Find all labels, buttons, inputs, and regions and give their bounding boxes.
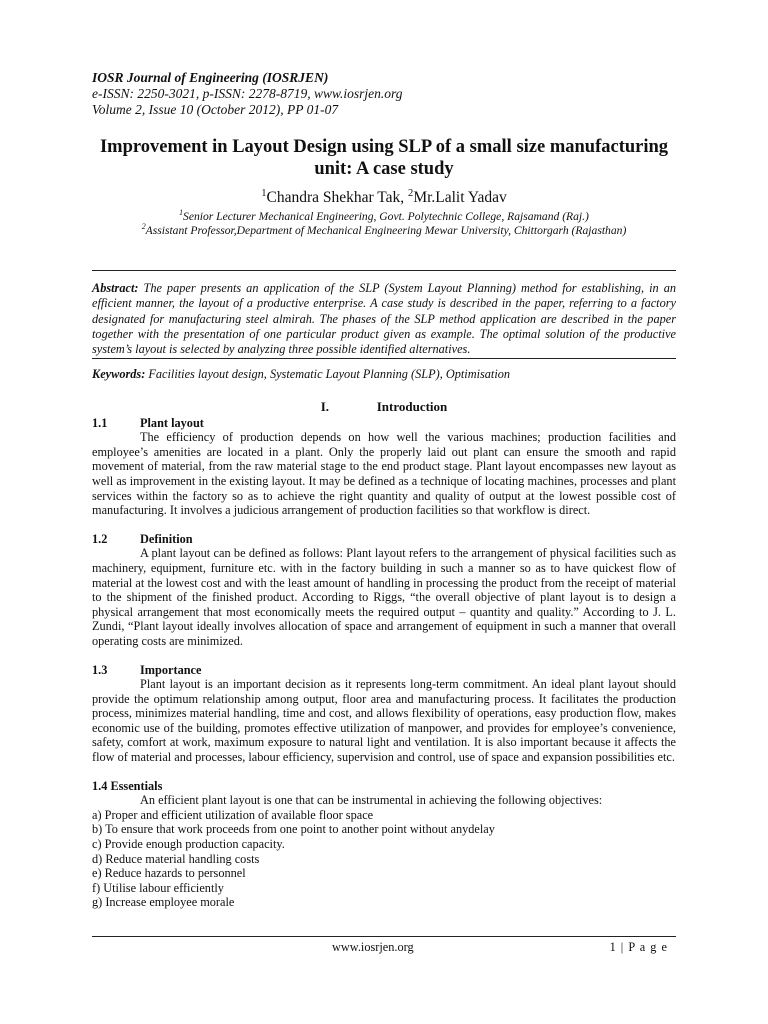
paragraph-plant-layout: The efficiency of production depends on how well the various machines; production facilities and employee’s amenities are located in a plant. Only the properly laid out plant can ensure the smooth and rapid movement of material, from the raw material stage to the end product stage. Plant layout encompasses new layout as well as improvement in the existing layout. It may be defined as a technique of locating machines, processes and plant services within the factory so as to achieve the right quantity and quality of output at the lowest possible cost of manufacturing. It involves a judicious arrangement of production facilities so that workflow is direct. (92, 430, 676, 518)
list-item: g) Increase employee morale (92, 895, 235, 910)
paragraph-importance: Plant layout is an important decision as it represents long-term commitment. An ideal plant layout should provide the optimum relationship among output, floor area and manufacturing process. It facilitates the production process, minimizes material handling, time and cost, and allows flexibility of operations, easy production flow, makes economic use of the building, promotes effective utilization of manpower, and provides for employee’s convenience, safety, comfort at work, maximum exposure to natural light and ventilation. It is also important because it affects the flow of material and processes, labour efficiency, supervision and control, use of space and expansion possibilities etc. (92, 677, 676, 765)
objectives-list (92, 808, 676, 910)
footer-website: www.iosrjen.org (332, 940, 414, 954)
affiliation-2 (80, 224, 688, 238)
affiliations (80, 210, 688, 238)
subsection-heading-1-1 (92, 416, 676, 431)
subsection-title: Importance (140, 662, 202, 677)
body-text (92, 400, 676, 910)
subsection-title: Plant layout (140, 415, 204, 430)
list-item: d) Reduce material handling costs (92, 851, 260, 866)
list-item: e) Reduce hazards to personnel (92, 866, 246, 881)
subsection-number: 1.3 (92, 662, 108, 677)
affiliation-1 (80, 210, 688, 224)
list-item: f) Utilise labour efficiently (92, 880, 224, 895)
subsection-heading-1-3 (92, 663, 676, 678)
subsection-number: 1.2 (92, 531, 108, 546)
section-number: I. (320, 399, 330, 414)
section-title: Introduction (376, 399, 448, 414)
abstract-bottom-rule (92, 358, 676, 359)
keywords (92, 367, 676, 382)
page-number: 1 | P a g e (609, 940, 668, 954)
subsection-heading-1-4: 1.4 Essentials (92, 778, 163, 793)
abstract (92, 281, 676, 357)
affiliation-1-sup: 1 (179, 208, 184, 218)
journal-header (92, 70, 402, 119)
list-item: a) Proper and efficient utilization of available floor space (92, 807, 374, 822)
journal-volume: Volume 2, Issue 10 (October 2012), PP 01-07 (92, 102, 339, 118)
author-line (90, 189, 678, 207)
author-1-sup: 1 (261, 187, 267, 199)
abstract-label: Abstract: (92, 281, 139, 295)
author-2-name: Mr.Lalit Yadav (413, 189, 507, 206)
affiliation-2-text: Assistant Professor,Department of Mechanical Engineering Mewar University, Chittorgarh (Rajasthan) (145, 224, 627, 237)
author-2-sup: 2 (408, 187, 414, 199)
keywords-label: Keywords: (92, 367, 146, 381)
paragraph-essentials: An efficient plant layout is one that can be instrumental in achieving the following objectives: (140, 793, 603, 808)
abstract-top-rule (92, 270, 676, 271)
journal-name: IOSR Journal of Engineering (IOSRJEN) (92, 70, 329, 85)
section-heading (92, 400, 676, 415)
subsection-heading-1-2 (92, 532, 676, 547)
author-1-name: Chandra Shekhar Tak, (266, 189, 409, 206)
footer-rule (92, 936, 676, 937)
paragraph-definition: A plant layout can be defined as follows: Plant layout refers to the arrangement of physical facilities such as machinery, equipment, furniture etc. with in the factory building in such a manner so as to have quickest flow of material at the lowest cost and with the least amount of handling in processing the product from the receipt of material to the shipment of the finished product. According to Riggs, “the overall objective of plant layout is to design a physical arrangement that most economically meets the required output – quantity and quality.” According to J. L. Zundi, “Plant layout ideally involves allocation of space and arrangement of equipment in such a manner that overall operating costs are minimized. (92, 546, 676, 648)
list-item: c) Provide enough production capacity. (92, 837, 285, 852)
abstract-text: The paper presents an application of the SLP (System Layout Planning) method for establishing, in an efficient manner, the layout of a productive enterprise. A case study is described in the paper, referring to a factory designated for manufacturing steel almirah. The phases of the SLP method application are described in the paper together with the presentation of one particular product given as example. The optimal solution of the productive system’s layout is selected by analyzing three possible identified alternatives. (92, 281, 676, 357)
affiliation-2-sup: 2 (141, 222, 146, 232)
keywords-text: Facilities layout design, Systematic Layout Planning (SLP), Optimisation (145, 367, 511, 381)
subsection-number: 1.1 (92, 415, 108, 430)
journal-issn: e-ISSN: 2250-3021, p-ISSN: 2278-8719, www.iosrjen.org (92, 86, 403, 102)
list-item: b) To ensure that work proceeds from one point to another point without anydelay (92, 822, 495, 837)
subsection-title: Definition (140, 531, 193, 546)
affiliation-1-text: Senior Lecturer Mechanical Engineering, Govt. Polytechnic College, Rajsamand (Raj.) (183, 210, 589, 223)
paper-title: Improvement in Layout Design using SLP of a small size manufacturing unit: A case study (99, 137, 669, 179)
